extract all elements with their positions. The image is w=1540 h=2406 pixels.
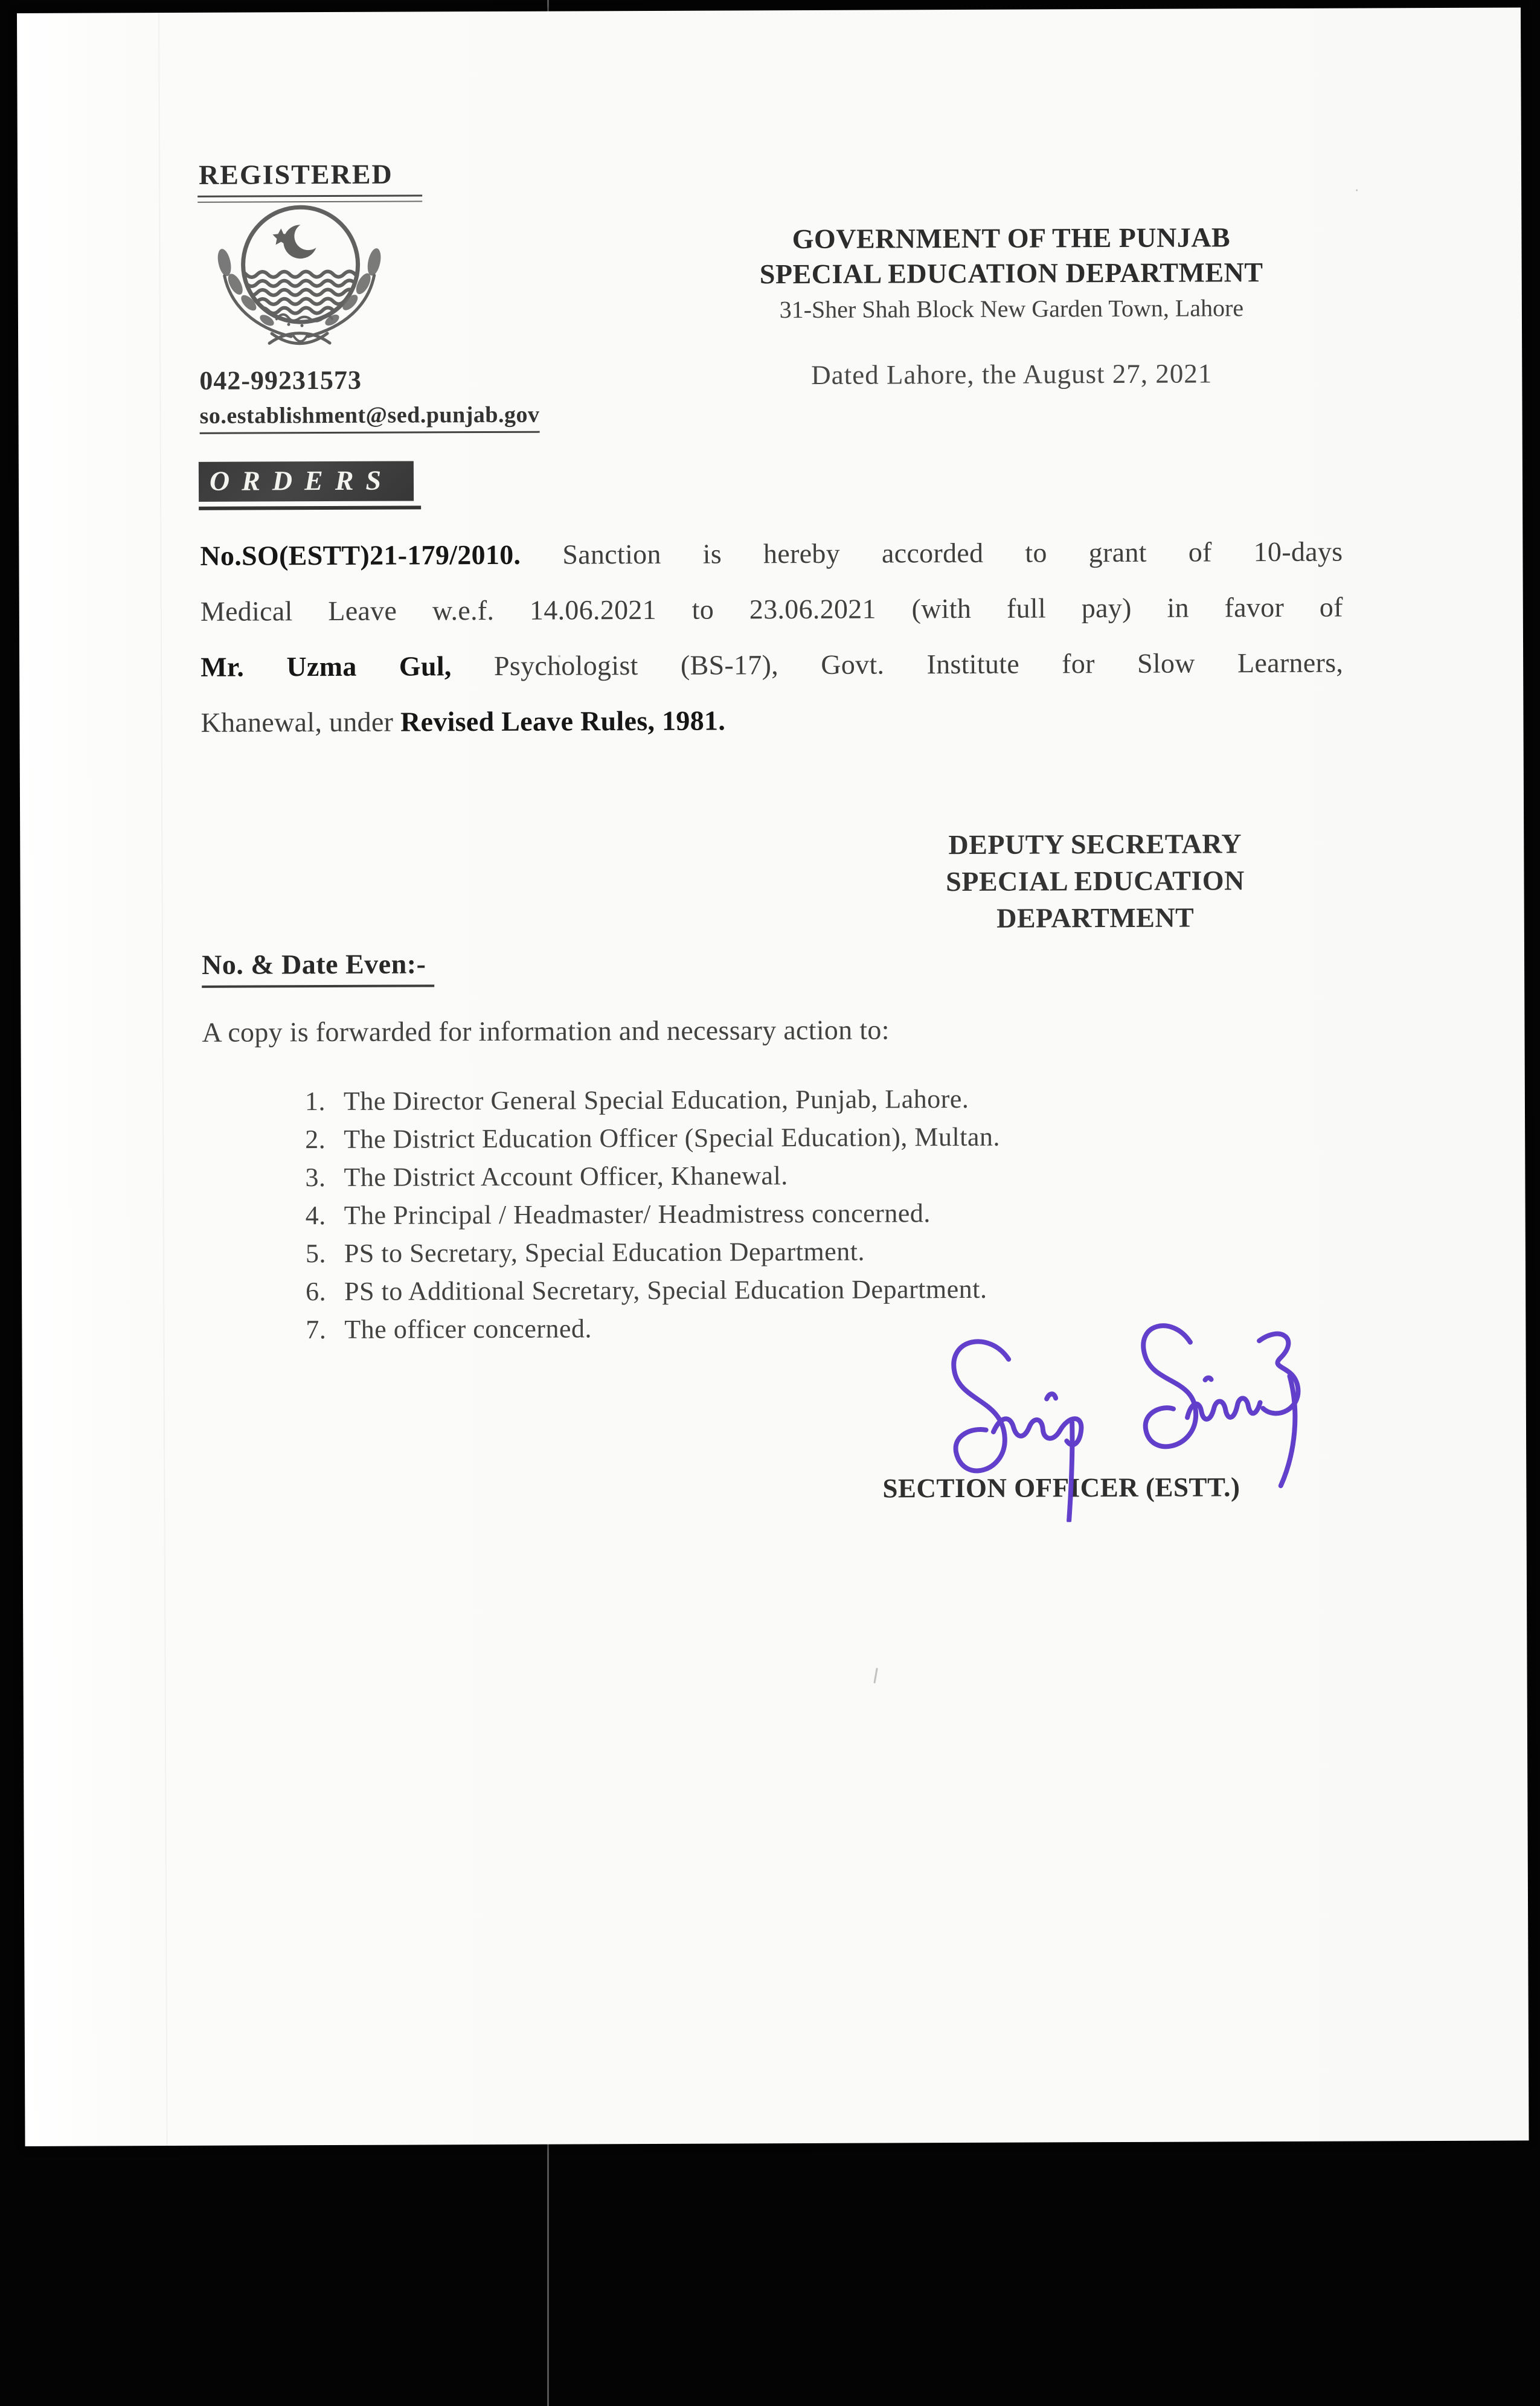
document-page xyxy=(17,7,1529,2146)
order-line-3-text: Psychologist (BS-17), Govt. Institute for Slow Learners, xyxy=(451,647,1344,682)
letterhead-block xyxy=(712,220,1311,326)
scan-speck xyxy=(873,1667,877,1683)
signatory-line-1: DEPUTY SECRETARY xyxy=(948,828,1242,861)
paper-fold-line xyxy=(158,13,168,2146)
scan-speck xyxy=(1356,189,1358,191)
cc-item-number: 1. xyxy=(304,1086,326,1117)
cc-item-number: 7. xyxy=(306,1315,327,1345)
order-line-3 xyxy=(201,649,1343,682)
deputy-secretary-block xyxy=(864,825,1326,937)
cc-item xyxy=(305,1154,1368,1196)
order-reference-number: No.SO(ESTT)21-179/2010. xyxy=(200,539,521,571)
leave-rules-reference: Revised Leave Rules, 1981. xyxy=(400,705,726,737)
cc-item-text: The District Education Officer (Special Education), Multan. xyxy=(344,1121,1001,1154)
order-line-1-text: Sanction is hereby accorded to grant of 10-days xyxy=(521,536,1343,570)
signatory-line-3: DEPARTMENT xyxy=(996,902,1195,934)
orders-underline xyxy=(199,505,421,510)
order-line-4-text: Khanewal, under xyxy=(201,706,401,738)
registered-underline xyxy=(197,194,422,202)
cc-item-number: 4. xyxy=(305,1201,326,1231)
officer-name: Mr. Uzma Gul, xyxy=(201,650,452,682)
punjab-government-emblem-icon xyxy=(211,204,388,351)
cc-item xyxy=(306,1230,1368,1272)
cc-item xyxy=(305,1116,1368,1158)
no-and-date-even-label: No. & Date Even:- xyxy=(202,948,435,987)
government-title: GOVERNMENT OF THE PUNJAB xyxy=(792,222,1231,255)
signature-ink xyxy=(900,1316,1330,1523)
cc-item xyxy=(306,1192,1368,1234)
cc-item-text: The Principal / Headmaster/ Headmistress concerned. xyxy=(344,1198,931,1230)
department-title: SPECIAL EDUCATION DEPARTMENT xyxy=(759,257,1263,290)
signatory-line-2: SPECIAL EDUCATION xyxy=(946,865,1245,897)
cc-item-text: The District Account Officer, Khanewal. xyxy=(344,1161,788,1192)
cc-item xyxy=(306,1268,1368,1310)
cc-list xyxy=(305,1078,1369,1349)
orders-heading: ORDERS xyxy=(199,461,414,501)
order-line-1 xyxy=(200,537,1343,571)
cc-item-number: 3. xyxy=(305,1163,326,1193)
cc-item-number: 6. xyxy=(306,1277,327,1307)
section-officer-label: SECTION OFFICER (ESTT.) xyxy=(882,1472,1240,1504)
email-address: so.establishment@sed.punjab.gov xyxy=(199,402,539,434)
department-address: 31-Sher Shah Block New Garden Town, Lahore xyxy=(779,294,1244,324)
cc-item-text: The officer concerned. xyxy=(344,1314,592,1344)
cc-item-text: PS to Additional Secretary, Special Education Department. xyxy=(344,1274,987,1306)
cc-item-number: 2. xyxy=(305,1124,326,1155)
registered-label: REGISTERED xyxy=(198,158,393,190)
phone-number: 042-99231573 xyxy=(199,365,362,396)
cc-item-number: 5. xyxy=(305,1239,326,1269)
date-line: Dated Lahore, the August 27, 2021 xyxy=(811,358,1213,390)
cc-item xyxy=(305,1078,1368,1120)
copy-forwarded-line: A copy is forwarded for information and necessary action to: xyxy=(202,1014,890,1048)
cc-item-text: PS to Secretary, Special Education Department. xyxy=(344,1236,865,1268)
order-paragraph xyxy=(200,537,1343,764)
order-line-2: Medical Leave w.e.f. 14.06.2021 to 23.06.2021 (with full pay) in favor of xyxy=(200,591,1343,627)
order-line-4 xyxy=(201,704,1343,737)
cc-item-text: The Director General Special Education, Punjab, Lahore. xyxy=(343,1083,969,1116)
